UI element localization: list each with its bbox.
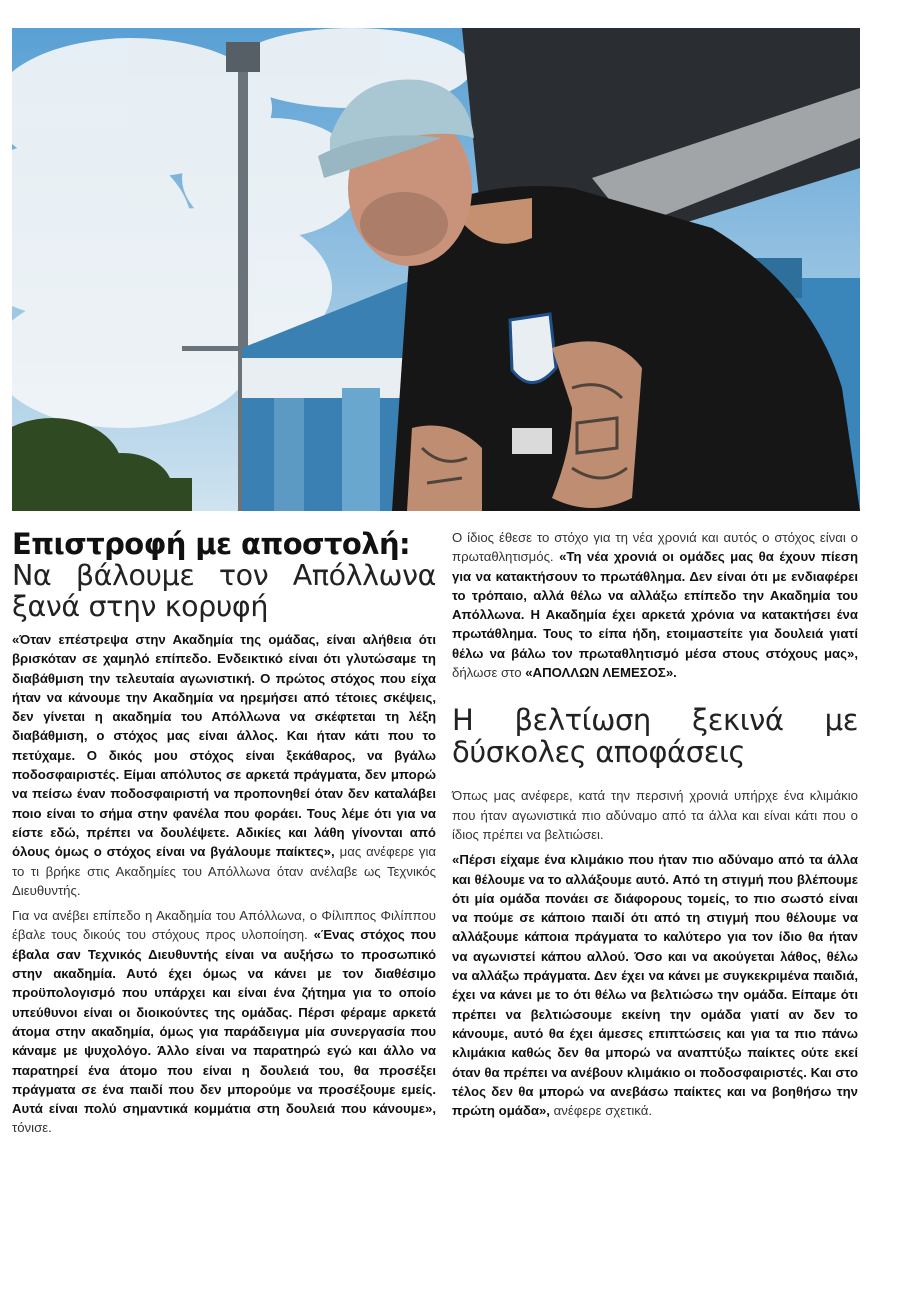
quote-text: «Όταν επέστρεψα στην Ακαδημία της ομάδας, είναι αλήθεια ότι βρισκόταν σε χαμηλό επίπεδο. Ενδεικτικό είναι ότι γλυτώσαμε τη διαβάθμιση την τελευταία αγωνιστική. Ο πρώτος στόχος που είχα ήταν να κάνουμε την Ακαδημία να ηρεμήσει από τέτοιες σκέψεις, δεν γίνεται η ακαδημία του Απόλλωνα να σκέφτεται τη λέξη διαβάθμιση, ο στόχος μας είναι άλλος. Και ήταν κάτι που το πετύχαμε. Ο δικός μου στόχος είναι ξεκάθαρος, να βγάλω ποδοσφαιριστές. Είμαι απόλυτος σε αρκετά πράγματα, δεν μπορώ να πείσω έναν ποδοσφαιριστή να προπονηθεί όταν δεν καταλάβει ποιο είναι το σήμα στην φανέλα που φοράει. Τους λέμε ότι για να είστε εδώ, πρέπει να δουλέψετε. Αδικίες και λάθη γίνονται από όλους όμως ο στόχος είναι να βγάλουμε παίκτες», — [12, 632, 436, 860]
section-subheading: Η βελτίωση ξεκινά με δύσκολες αποφάσεις — [452, 703, 858, 770]
body-text: Ο ίδιος έθεσε το στόχο για τη νέα χρονιά και αυτός ο στόχος είναι ο πρωταθλητισμός. — [452, 530, 858, 565]
quote-text: «Τη νέα χρονιά οι ομάδες μας θα έχουν πίεση για να κατακτήσουν το πρωτάθλημα. Δεν είναι ότι με ενδιαφέρει το τρόπαιο, αλλά θέλω να αλλάξω επίπεδο την Ακαδημία του Απόλλωνα. Η Ακαδημία έχει αρκετά χρόνια να κατακτήσει ένα πρωτάθλημα. Τους το είπα ήδη, ετοιμαστείτε για δουλειά γιατί θέλω να βάλω τον πρωταθλητισμό μέσα στους στόχους μας», — [452, 549, 859, 661]
body-text: μας ανέφερε για το τι βρήκε στις Ακαδημίες του Απόλλωνα όταν ανέλαβε ως Τεχνικός Διευθυντής. — [12, 844, 437, 898]
paragraph — [452, 850, 858, 1120]
hero-photo — [12, 28, 860, 511]
club-crest-icon — [510, 314, 556, 383]
publication-name: «ΑΠΟΛΛΩΝ ΛΕΜΕΣΟΣ». — [525, 665, 677, 681]
paragraph — [12, 630, 436, 900]
headline-bold: Επιστροφή με αποστολή: — [12, 527, 411, 561]
left-column — [12, 528, 436, 1144]
right-column — [452, 528, 858, 1126]
body-text: δήλωσε στο — [452, 665, 526, 681]
quote-text: «Ένας στόχος που έβαλα σαν Τεχνικός Διευθυντής είναι να αυξήσω το προσωπικό στην ακαδημία. Αυτό έχει όμως να κάνει με τον διαθέσιμο προϋπολογισμό που υπάρχει και είναι ένα ζήτημα για το οποίο υπεύθυνοι είναι οι διοικούντες της ομάδας. Πέρσι φέραμε αρκετά άτομα στην ακαδημία, όμως για παράδειγμα μία συνεργασία που κάναμε με ψυχολόγο. Άλλο είναι να παρατηρώ εγώ και άλλο να παρατηρεί ένα άτομο που είναι η δουλειά του, θα προσέξει πράγματα σε ένα παιδί που δεν μπορούμε να προσέξουμε εμείς. Αυτά είναι πολύ σημαντικά κομμάτια στη δουλειά που κάνουμε», — [12, 927, 437, 1117]
article-headline — [12, 528, 436, 622]
paragraph — [452, 528, 858, 682]
body-text: τόνισε. — [12, 1120, 52, 1136]
quote-text: «Πέρσι είχαμε ένα κλιμάκιο που ήταν πιο αδύναμο από τα άλλα και θέλουμε να το αλλάξουμε αυτό. Από τη στιγμή που βλέπουμε ότι μία ομάδα πονάει σε διάφορους τομείς, το πιο σωστό είναι να πούμε σε κάποιο παιδί ότι από τη στιγμή που θέλουμε να αλλάξουμε κάποια πράγματα το καλύτερο για τον ίδιο θα ήταν να αγωνιστεί κάπου αλλού. Όσο και να ακούγεται λάθος, θέλω να αλλάξω πράγματα. Δεν έχει να κάνει με συγκεκριμένα παιδιά, έχει να κάνει με το ότι θέλω να βελτιώσω την ομάδα. Είπαμε ότι πρέπει να βελτιώσουμε εκείνη την ομάδα γιατί αν δεν το κάνουμε, αυτό θα έχει άμεσες επιπτώσεις και για τα πιο πάνω κλιμάκια καθώς δεν θα μπορώ να αναπτύξω παίκτες ούτε εκεί όταν θα πρέπει να ανέβουν κλιμάκιο οι ποδοσφαιριστές. Και στο τέλος δεν θα μπορώ να ανεβάσω παίκτες και να βοηθήσω την πρώτη ομάδα», — [452, 852, 858, 1119]
body-text: Όπως μας ανέφερε, κατά την περσινή χρονιά υπήρχε ένα κλιμάκιο που ήταν αγωνιστικά πιο αδύναμο από τα άλλα και είναι κάτι που ο ίδιος πρέπει να βελτιώσει. — [452, 788, 858, 842]
paragraph — [12, 906, 436, 1138]
headline-subtitle: Να βάλουμε τον Απόλλωνα ξανά στην κορυφή — [12, 559, 436, 623]
paragraph — [452, 786, 858, 844]
body-text: ανέφερε σχετικά. — [549, 1103, 653, 1119]
body-text: Για να ανέβει επίπεδο η Ακαδημία του Απόλλωνα, ο Φίλιππος Φιλίππου έβαλε τους δικούς του στόχους προς υλοποίηση. — [12, 908, 436, 943]
